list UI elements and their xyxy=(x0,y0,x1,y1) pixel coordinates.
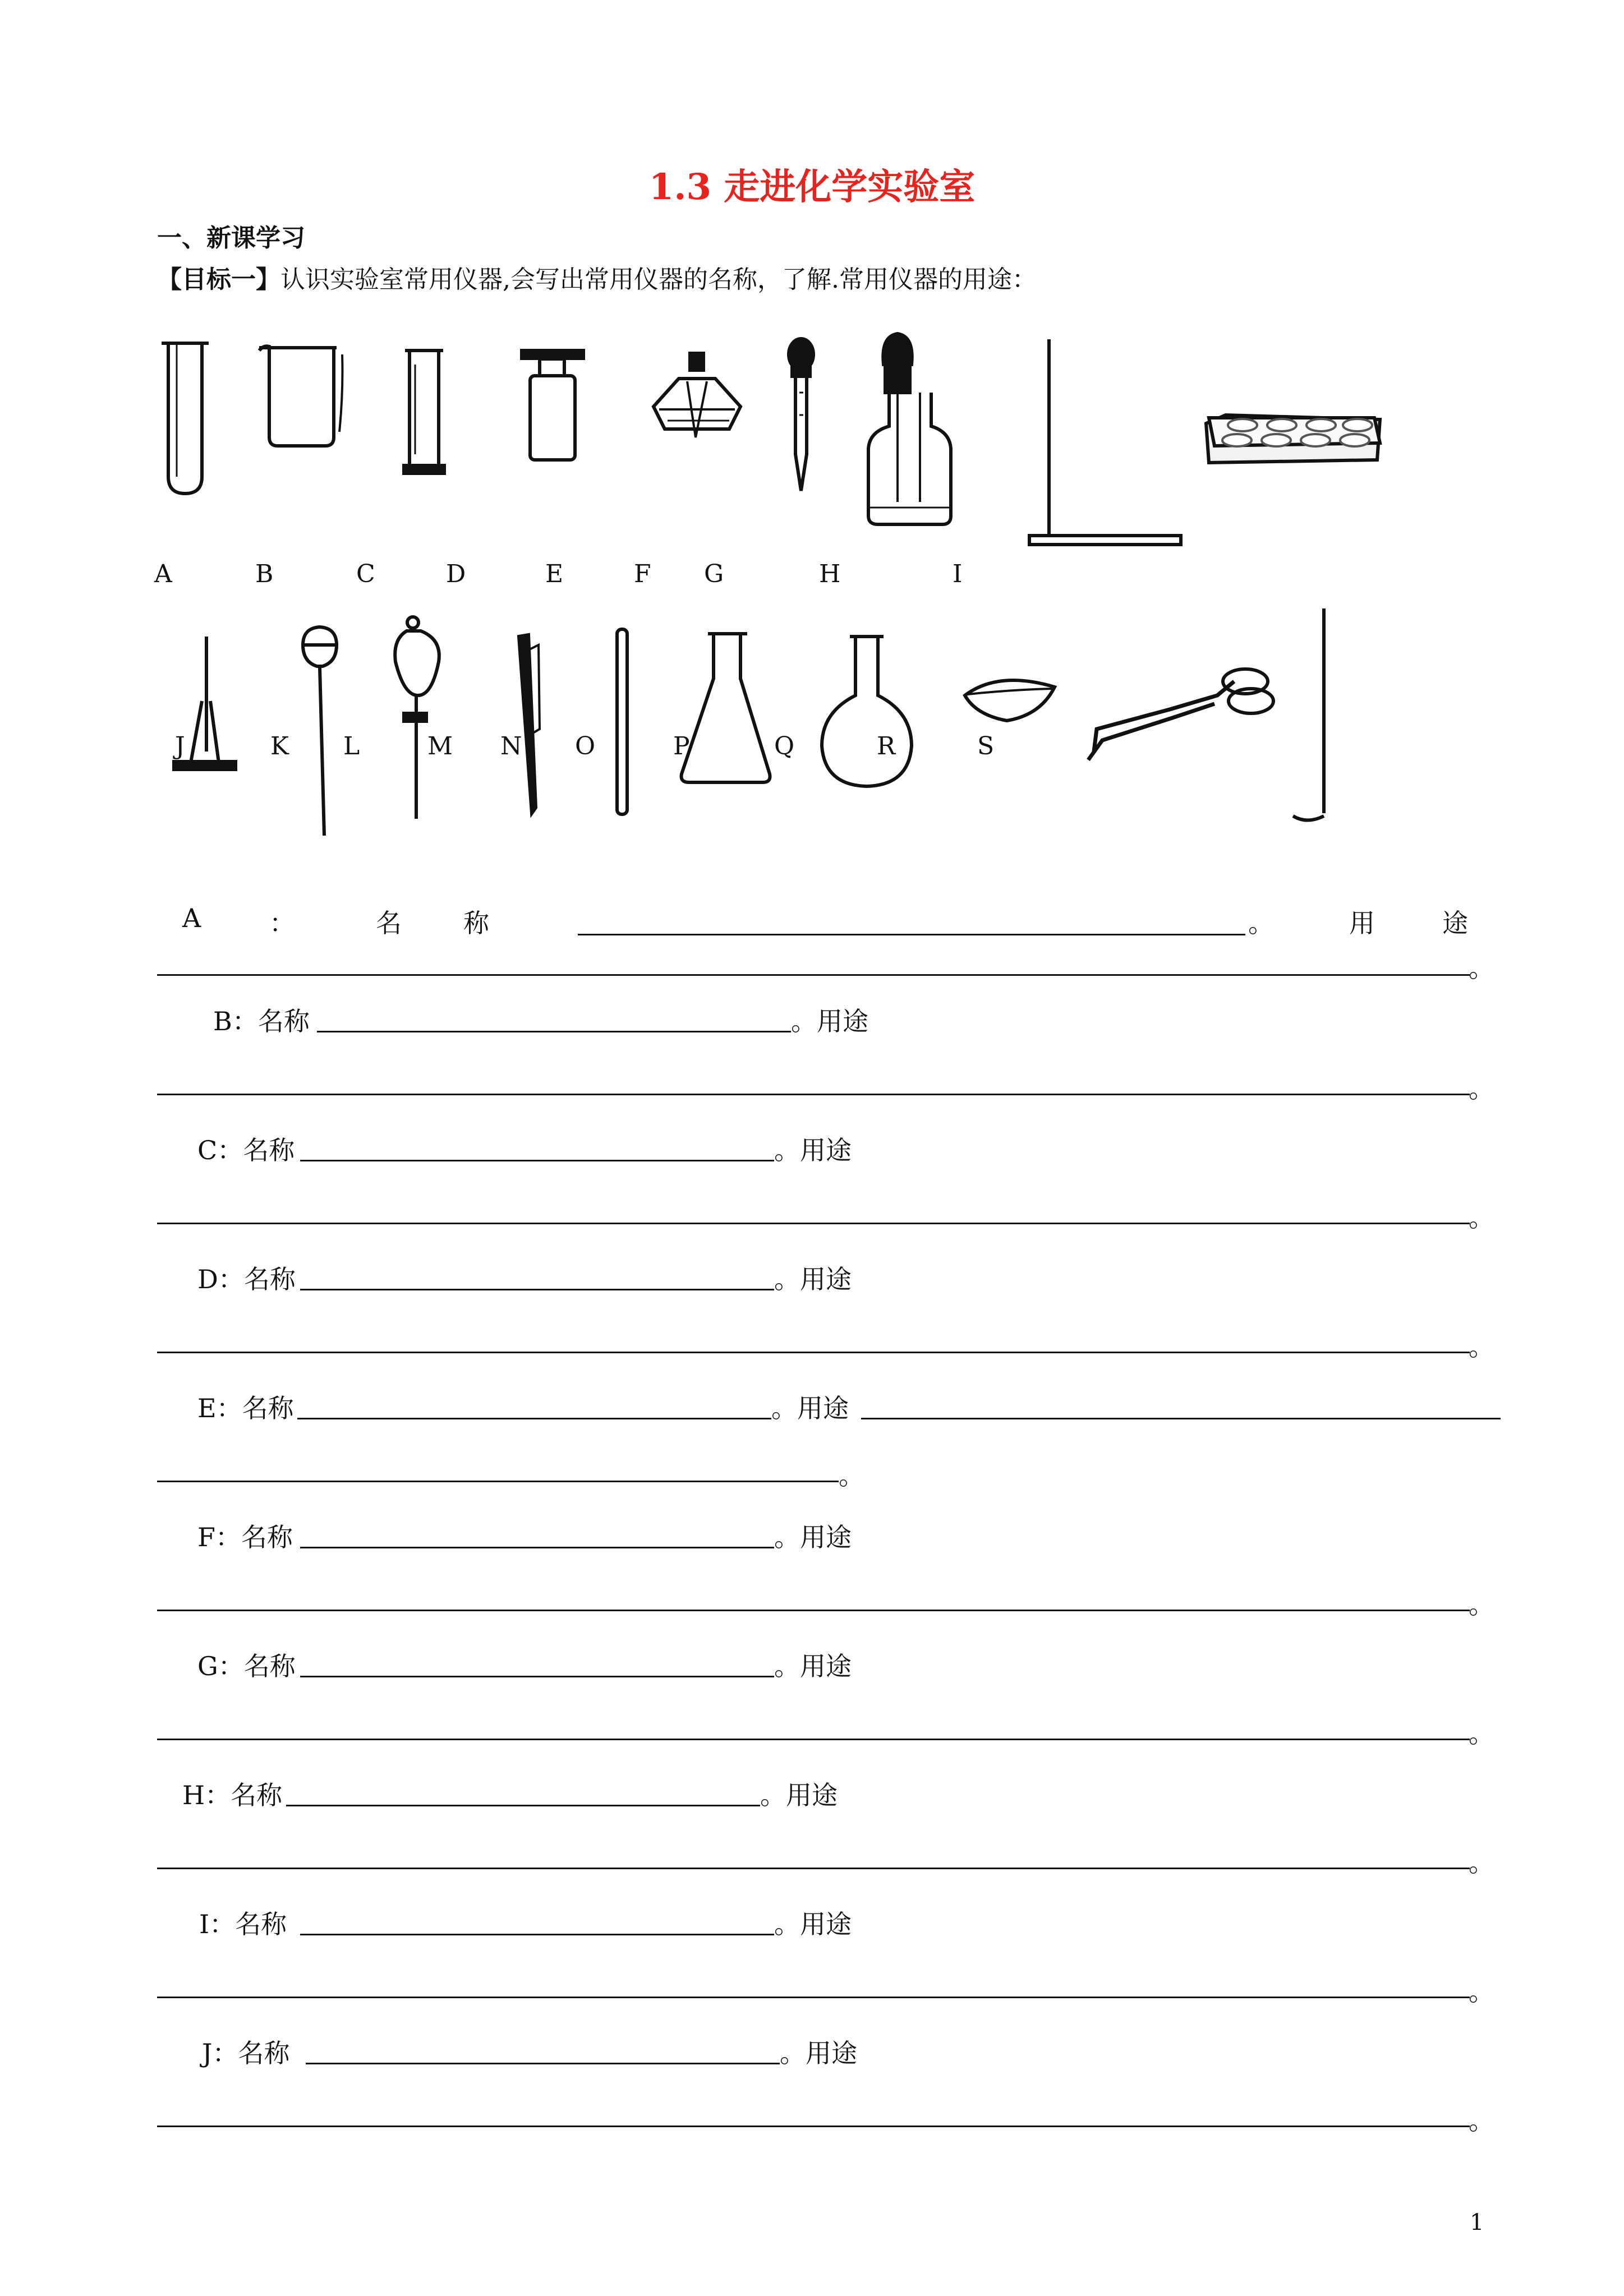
apparatus-label: C xyxy=(356,560,375,588)
period: 。 xyxy=(1469,1847,1494,1878)
name-label: 名称 xyxy=(243,1264,296,1294)
period: 。 xyxy=(1469,1331,1494,1362)
period: 。 xyxy=(1469,953,1494,983)
name-label: 名称 xyxy=(241,1522,293,1552)
goal-tag: 【目标一】 xyxy=(157,265,280,294)
item-colon: ： xyxy=(212,2038,238,2068)
form-row-g xyxy=(197,1646,296,1683)
period: 。 xyxy=(839,1460,864,1491)
test-tube-holder-icon xyxy=(519,635,540,813)
item-letter: A xyxy=(182,903,201,933)
name-blank[interactable] xyxy=(300,1934,774,1935)
section-heading: 一、新课学习 xyxy=(157,224,305,252)
item-colon: ： xyxy=(218,1264,244,1294)
alcohol-lamp-icon xyxy=(654,353,740,437)
use-label: 用途 xyxy=(800,1651,852,1681)
item-letter: C xyxy=(197,1135,218,1165)
item-colon: ： xyxy=(215,1522,241,1552)
period: 。 xyxy=(1469,1202,1494,1233)
item-letter: B xyxy=(213,1006,232,1036)
dropper-bottle-icon xyxy=(868,334,951,524)
dropper-icon xyxy=(789,339,813,491)
test-tube-icon xyxy=(162,342,209,494)
form-row-j xyxy=(202,2033,289,2070)
period: 。 xyxy=(1469,1073,1494,1104)
use-caption xyxy=(774,1130,852,1167)
name-label: 名称 xyxy=(257,1006,310,1036)
use-label: 用途 xyxy=(800,1135,852,1165)
item-letter: J xyxy=(202,2038,213,2068)
use-blank[interactable] xyxy=(157,1094,1470,1095)
item-letter: I xyxy=(199,1909,210,1939)
name-label: 名称 xyxy=(376,908,551,938)
use-label: 用途 xyxy=(1349,908,1535,938)
item-letter: F xyxy=(197,1522,215,1552)
name-blank[interactable] xyxy=(300,1676,774,1677)
use-label: 用途 xyxy=(786,1780,838,1810)
long-neck-funnel-icon xyxy=(303,627,337,836)
form-row-b xyxy=(213,1001,310,1038)
use-label: 用途 xyxy=(797,1393,849,1423)
form-row-i xyxy=(199,1904,287,1941)
use-blank[interactable] xyxy=(157,1997,1470,1998)
use-blank[interactable] xyxy=(157,1223,1470,1224)
separatory-funnel-icon xyxy=(395,617,439,819)
apparatus-label: J xyxy=(175,732,185,760)
apparatus-label: P xyxy=(673,732,690,760)
use-label: 用途 xyxy=(817,1006,868,1036)
conical-flask-icon xyxy=(682,634,770,782)
use-blank[interactable] xyxy=(157,2126,1470,2127)
use-label: 用途 xyxy=(800,1264,852,1294)
name-blank[interactable] xyxy=(297,1418,771,1419)
use-blank[interactable] xyxy=(157,1352,1470,1353)
use-label: 用途 xyxy=(806,2038,857,2068)
item-colon: ： xyxy=(218,1651,244,1681)
evaporating-dish-icon xyxy=(965,680,1055,721)
graduated-cylinder-icon xyxy=(404,351,444,473)
period: 。 xyxy=(1469,1976,1494,2007)
apparatus-label: H xyxy=(819,560,841,588)
crucible-tongs-icon xyxy=(1088,669,1273,760)
name-label: 名称 xyxy=(231,1780,283,1810)
apparatus-label: R xyxy=(877,732,896,760)
period: 。 xyxy=(774,1135,800,1165)
period: 。 xyxy=(1248,908,1274,938)
name-blank[interactable] xyxy=(300,1289,774,1290)
name-label: 名称 xyxy=(243,1135,295,1165)
period: 。 xyxy=(1469,2105,1494,2136)
name-label: 名称 xyxy=(235,1909,287,1939)
period: 。 xyxy=(791,1006,817,1036)
round-bottom-flask-icon xyxy=(822,637,912,786)
apparatus-label: K xyxy=(270,732,289,760)
use-caption xyxy=(774,1517,852,1554)
apparatus-label: I xyxy=(953,560,963,588)
period: 。 xyxy=(760,1780,786,1810)
period: 。 xyxy=(1469,1718,1494,1749)
use-blank[interactable] xyxy=(861,1418,1501,1419)
use-label: 用途 xyxy=(800,1909,852,1939)
form-row-h xyxy=(182,1775,282,1812)
apparatus-label: L xyxy=(343,732,360,760)
apparatus-figure xyxy=(0,0,1624,869)
apparatus-label: O xyxy=(575,732,596,760)
form-row-e xyxy=(197,1388,294,1425)
page-number: 1 xyxy=(1470,2210,1484,2235)
apparatus-label: A xyxy=(154,560,172,588)
form-row-d xyxy=(197,1259,296,1296)
use-caption xyxy=(774,1259,852,1296)
apparatus-label: Q xyxy=(774,732,795,760)
use-caption xyxy=(771,1388,849,1425)
name-label: 名称 xyxy=(243,1651,296,1681)
use-caption xyxy=(774,1904,852,1941)
item-colon: ： xyxy=(217,1135,243,1165)
use-caption xyxy=(780,2033,857,2070)
apparatus-label: D xyxy=(446,560,466,588)
name-label: 名称 xyxy=(238,2038,290,2068)
use-blank[interactable] xyxy=(157,974,1470,976)
item-colon: ： xyxy=(205,1780,231,1810)
use-blank[interactable] xyxy=(157,1739,1470,1740)
item-letter: E xyxy=(197,1393,217,1423)
name-blank[interactable] xyxy=(578,934,1245,935)
use-caption xyxy=(791,1001,868,1038)
use-caption xyxy=(760,1775,838,1812)
name-blank[interactable] xyxy=(300,1547,774,1548)
item-letter: H xyxy=(182,1780,205,1810)
iron-stand-icon xyxy=(1029,339,1181,545)
apparatus-label: N xyxy=(500,732,522,760)
period: 。 xyxy=(774,1522,800,1552)
period: 。 xyxy=(771,1393,797,1423)
item-colon: ： xyxy=(232,1006,258,1036)
name-blank[interactable] xyxy=(317,1031,791,1032)
spot-plate-icon xyxy=(1206,415,1380,463)
use-blank[interactable] xyxy=(157,1610,1470,1611)
period: 。 xyxy=(774,1264,800,1294)
glass-rod-icon xyxy=(617,629,627,814)
beaker-icon xyxy=(259,346,342,446)
name-label: 名称 xyxy=(242,1393,294,1423)
item-letter: D xyxy=(197,1264,218,1294)
goal-text: 认识实验室常用仪器,会写出常用仪器的名称，了解.常用仪器的用途： xyxy=(280,265,1037,294)
period: 。 xyxy=(774,1651,800,1681)
reagent-bottle-icon xyxy=(522,351,583,460)
apparatus-label: F xyxy=(634,560,651,588)
apparatus-label: E xyxy=(545,560,564,588)
use-blank-continued[interactable] xyxy=(157,1481,839,1482)
apparatus-label: G xyxy=(704,560,724,588)
item-letter: G xyxy=(197,1651,218,1681)
item-colon: ： xyxy=(269,908,295,938)
period: 。 xyxy=(774,1909,800,1939)
name-blank[interactable] xyxy=(300,1160,774,1161)
name-blank[interactable] xyxy=(286,1805,760,1806)
combustion-spoon-icon xyxy=(1293,608,1324,820)
item-colon: ： xyxy=(216,1393,242,1423)
period: 。 xyxy=(780,2038,806,2068)
form-row-f xyxy=(197,1517,293,1554)
use-blank[interactable] xyxy=(157,1868,1470,1869)
item-colon: ： xyxy=(209,1909,236,1939)
period: 。 xyxy=(1469,1589,1494,1620)
apparatus-label: S xyxy=(977,732,995,760)
use-label: 用途 xyxy=(800,1522,852,1552)
apparatus-label: M xyxy=(427,732,453,760)
apparatus-label: B xyxy=(255,560,274,588)
use-caption xyxy=(774,1646,852,1683)
page-title: 1.3 走进化学实验室 xyxy=(648,166,976,208)
name-blank[interactable] xyxy=(306,2063,780,2064)
form-row-c xyxy=(197,1130,295,1167)
